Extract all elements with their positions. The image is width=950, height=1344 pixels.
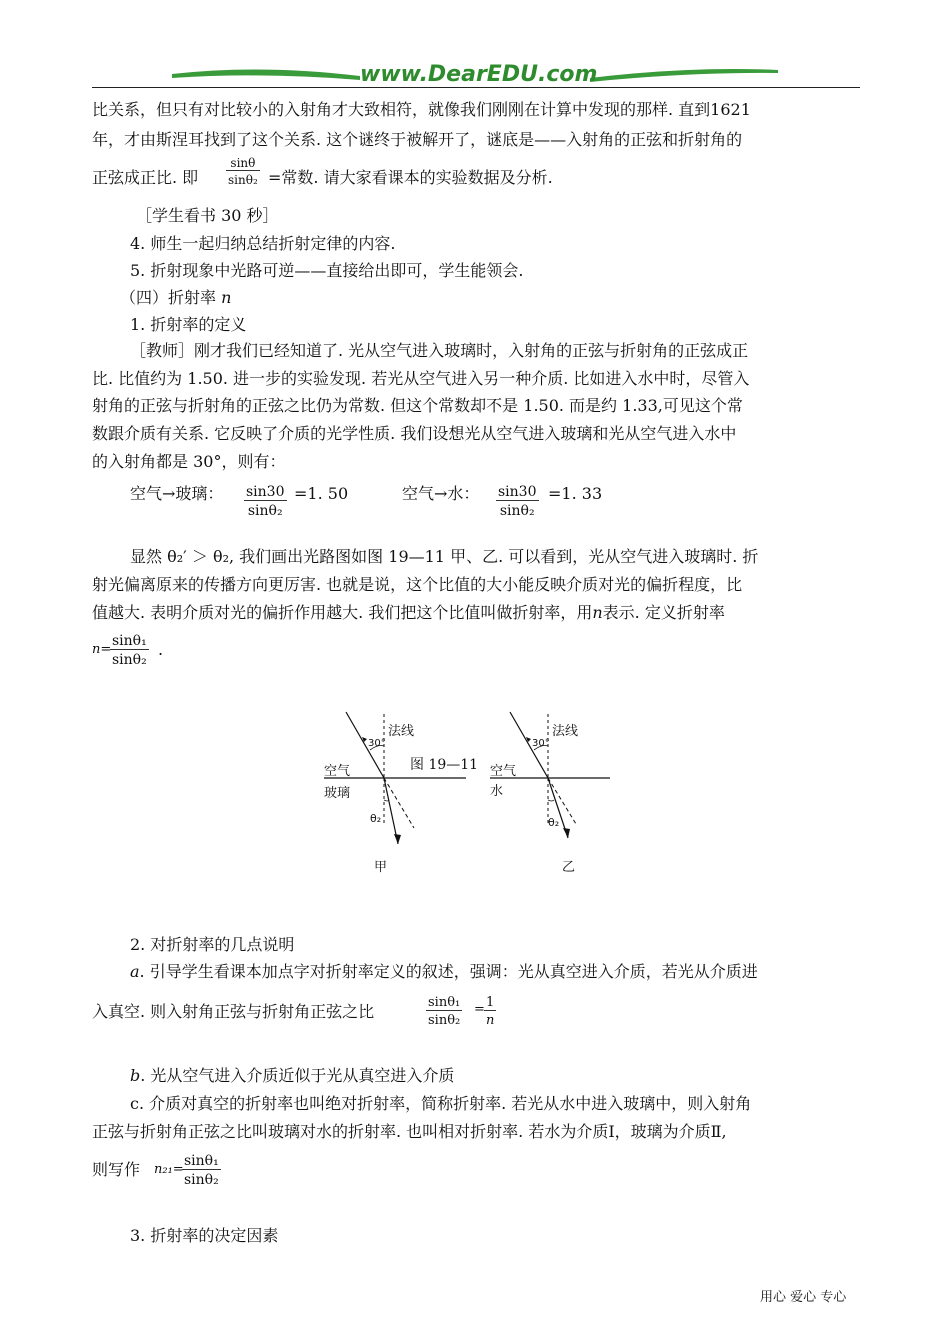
- fraction-numerator: sinθ₁: [184, 1153, 219, 1169]
- fraction-denominator: sinθ₂: [428, 1013, 461, 1028]
- equation-value: =1. 50: [294, 484, 349, 503]
- text-line: 射角的正弦与折射角的正弦之比仍为常数. 但这个常数却不是 1.50. 而是约 1.33,可见这个常: [92, 396, 743, 415]
- fraction: [110, 633, 149, 668]
- text-line: [92, 603, 725, 623]
- text-fragment: . 引导学生看课本加点字对折射率定义的叙述，强调：光从真空进入介质，若光从介质进: [139, 962, 758, 981]
- text-line: ［学生看书 30 秒］: [136, 206, 279, 225]
- text-line: =常数. 请大家看课本的实验数据及分析.: [268, 168, 553, 187]
- item-label: a: [130, 962, 140, 981]
- angle-label: 30°: [532, 738, 550, 749]
- section-heading-text: （四）折射率: [120, 288, 217, 307]
- medium-label: 空气: [490, 764, 517, 779]
- fraction-denominator: sinθ₂: [247, 503, 283, 519]
- text-line: c. 介质对真空的折射率也叫绝对折射率，简称折射率. 若光从水中进入玻璃中，则入射角: [130, 1094, 752, 1113]
- list-item: 5. 折射现象中光路可逆——直接给出即可，学生能领会.: [130, 261, 524, 280]
- fraction-numerator: sin30: [246, 484, 285, 500]
- fraction-denominator: sinθ₂: [184, 1172, 219, 1188]
- section-heading: [120, 288, 231, 308]
- logo-text: www.DearEDU.com: [360, 62, 598, 87]
- text-fragment: . 光从空气进入介质近似于光从真空进入介质: [140, 1066, 455, 1085]
- figure-caption: 图 19—11: [410, 757, 479, 773]
- text-line: 射光偏离原来的传播方向更厉害. 也就是说，这个比值的大小能反映介质对光的偏折程度，比: [92, 575, 743, 594]
- text-fragment-var: n: [592, 603, 603, 622]
- subfigure-label: 甲: [374, 860, 388, 875]
- text-line: 入真空. 则入射角正弦与折射角正弦之比: [92, 1002, 375, 1021]
- refraction-diagram: [318, 706, 638, 888]
- theta-label: θ₂: [548, 816, 560, 829]
- fraction-numerator: sinθ₁: [428, 995, 461, 1010]
- angle-label: 30°: [368, 738, 386, 749]
- text-fragment: , 我们画出光路图如图 19—11 甲、乙. 可以看到，光从空气进入玻璃时. 折: [229, 547, 759, 566]
- fraction-denominator: sinθ₂: [499, 503, 535, 519]
- text-line: [130, 1066, 454, 1086]
- medium-label: 空气: [324, 764, 351, 779]
- fraction: [182, 1153, 221, 1188]
- theta-label: θ₂: [370, 812, 382, 825]
- equals-sign: =: [474, 1002, 485, 1017]
- item-label: b: [130, 1066, 141, 1085]
- fraction: [484, 995, 496, 1028]
- subfigure-label: 乙: [562, 860, 576, 875]
- text-line: 则写作: [92, 1160, 141, 1179]
- text-line: 的入射角都是 30°，则有：: [92, 452, 286, 471]
- equation-value: =1. 33: [548, 484, 603, 503]
- text-line: [130, 547, 758, 567]
- text-fragment: 正弦成正比. 即: [92, 168, 199, 187]
- list-item: 4. 师生一起归纳总结折射定律的内容.: [130, 234, 396, 253]
- text-fragment: 表示. 定义折射率: [602, 603, 725, 622]
- subsection-heading: 3. 折射率的决定因素: [130, 1226, 279, 1245]
- fraction-numerator: sinθ: [226, 156, 260, 171]
- text-line: 数跟介质有关系. 它反映了介质的光学性质. 我们设想光从空气进入玻璃和光从空气进入水中: [92, 424, 737, 443]
- fraction-denominator: sinθ₂: [112, 652, 147, 668]
- fraction: [426, 995, 462, 1028]
- fraction: [244, 484, 287, 519]
- footer-motto: 用心 爱心 专心: [760, 1290, 847, 1305]
- equation-label: 空气→玻璃：: [130, 484, 224, 503]
- medium-label: 水: [490, 784, 504, 799]
- text-line: 比关系，但只有对比较小的入射角才大致相符，就像我们刚刚在计算中发现的那样. 直到1621: [92, 100, 751, 119]
- text-line: 比. 比值约为 1.50. 进一步的实验发现. 若光从空气进入另一种介质. 比如进入水中时，尽管入: [92, 369, 750, 388]
- text-line: [92, 168, 198, 188]
- definition-dot: .: [158, 640, 164, 659]
- text-line: ［教师］刚才我们已经知道了. 光从空气进入玻璃时，入射角的正弦与折射角的正弦成正: [130, 341, 749, 360]
- figure-19-11: [318, 706, 638, 888]
- fraction-denominator: sinθ₂: [228, 173, 258, 187]
- definition-lhs: n=: [92, 642, 112, 657]
- fraction: [496, 484, 539, 519]
- fraction: [226, 156, 260, 187]
- subsection-heading: 2. 对折射率的几点说明: [130, 935, 295, 954]
- header-rule: [92, 87, 860, 88]
- text-line: 正弦与折射角正弦之比叫玻璃对水的折射率. 也叫相对折射率. 若水为介质Ⅰ，玻璃为介质Ⅱ,: [92, 1122, 727, 1141]
- fraction-denominator: n: [486, 1013, 495, 1028]
- text-line: 年，才由斯涅耳找到了这个关系. 这个谜终于被解开了，谜底是——入射角的正弦和折射角的: [92, 130, 743, 149]
- subsection-heading: 1. 折射率的定义: [130, 315, 247, 334]
- normal-label: 法线: [552, 724, 579, 739]
- medium-label: 玻璃: [324, 786, 351, 801]
- fraction-numerator: 1: [484, 995, 496, 1011]
- text-fragment: 值越大. 表明介质对光的偏折作用越大. 我们把这个比值叫做折射率，用: [92, 603, 593, 622]
- text-line: [130, 962, 758, 982]
- definition-lhs: n₂₁=: [154, 1162, 184, 1177]
- section-heading-var: n: [221, 288, 232, 307]
- equation-label: 空气→水：: [402, 484, 480, 503]
- text-fragment: 显然 θ₂′ ＞ θ₂: [130, 547, 229, 566]
- fraction-numerator: sinθ₁: [112, 633, 147, 649]
- fraction-numerator: sin30: [498, 484, 537, 500]
- normal-label: 法线: [388, 724, 415, 739]
